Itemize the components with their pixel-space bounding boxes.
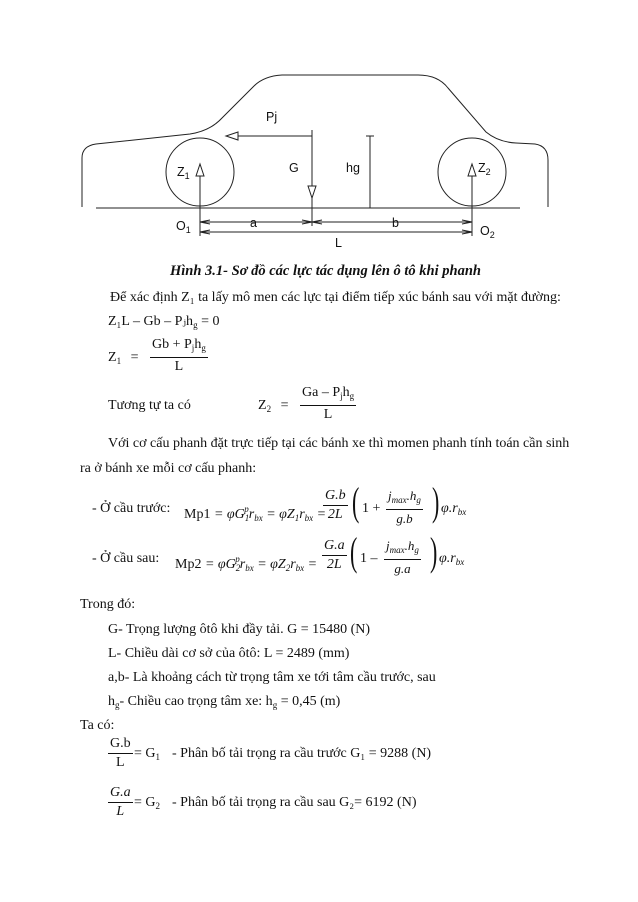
b-label: b xyxy=(392,216,399,230)
g1-fraction: $\frac{G.b}{L}$ xyxy=(110,736,131,770)
hg-label: hg xyxy=(346,161,360,175)
g1-rhs: = $G_1$ xyxy=(134,746,161,762)
mp1-fraction-left: $\frac{G.b}{2L}$ xyxy=(325,488,346,522)
o1-label: $O_1$ xyxy=(176,219,191,235)
l-label: L xyxy=(335,236,342,250)
g2-rhs: = $G_2$ xyxy=(134,795,161,811)
z1-label: $Z_1$ xyxy=(177,165,190,181)
figure-caption: Hình 3.1- Sơ đồ các lực tác dụng lên ô tô khi phanh xyxy=(170,263,481,279)
mp2-formula: $Mp2 = \varphi G_2^pr_{bx} = \varphi Z_2r_{bx}$ = xyxy=(175,554,318,573)
mp1-formula: $Mp1 = \varphi G_1^pr_{bx} = \varphi Z_1r_{bx}$ = xyxy=(184,504,327,523)
g2-fraction: $\frac{G.a}{L}$ xyxy=(110,785,131,819)
a-label: a xyxy=(250,216,257,230)
g2-text: - Phân bố tải trọng ra cầu sau G₂= 6192 (N) xyxy=(172,795,417,810)
g1-text: - Phân bố tải trọng ra cầu trước G₁ = 9288 (N) xyxy=(172,746,432,761)
o2-label: $O_2$ xyxy=(480,224,495,240)
rear-axle-label: - Ở cầu sau: xyxy=(92,551,160,566)
mp2-fraction-right: $j_{max}.h_g$ g.a xyxy=(386,538,419,576)
def-ab: a,b- Là khoảng cách từ trọng tâm xe tới tâm cầu trước, sau xyxy=(108,670,436,685)
g-label: G xyxy=(289,161,299,175)
def-weight: G- Trọng lượng ôtô khi đầy tải. G = 15480 (N) xyxy=(108,622,371,637)
pj-label: Pj xyxy=(266,110,278,124)
force-diagram xyxy=(0,0,638,260)
equation-z1: $Z_1$ = xyxy=(108,350,139,366)
front-axle-label: - Ở cầu trước: xyxy=(92,501,171,516)
def-wheelbase: L- Chiều dài cơ sở của ôtô: L = 2489 (mm) xyxy=(108,646,350,661)
mp1-fraction-right: $j_{max}.h_g$ g.b xyxy=(388,488,421,526)
mp2-fraction-left: $\frac{G.a}{2L}$ xyxy=(324,538,345,572)
def-hg: $h_g-$ Chiều cao trọng tâm xe: $h_g = 0,45$ (m) xyxy=(108,694,341,710)
paragraph-brake-line2: ra ở bánh xe mỗi cơ cấu phanh: xyxy=(80,461,257,476)
equation-z2: $Z_2$ = xyxy=(258,398,289,414)
z2-label: $Z_2$ xyxy=(478,161,491,177)
fraction-z2: Ga – $P_jh_g$ L xyxy=(302,385,355,422)
where-label: Trong đó: xyxy=(80,597,136,612)
equation-moment-balance: Z₁L – Gb – Pⱼh$_g$ = 0 xyxy=(108,314,220,330)
paragraph-moment: Để xác định Z₁ ta lấy mô men các lực tại điểm tiếp xúc bánh sau với mặt đường: xyxy=(110,290,561,305)
paragraph-brake-line1: Với cơ cấu phanh đặt trực tiếp tại các bánh xe thì momen phanh tính toán cần sinh xyxy=(108,436,570,451)
similar-label: Tương tự ta có xyxy=(108,398,191,413)
we-have-label: Ta có: xyxy=(80,718,115,733)
fraction-z1: $Gb + P_jh_g$ L xyxy=(152,337,206,374)
